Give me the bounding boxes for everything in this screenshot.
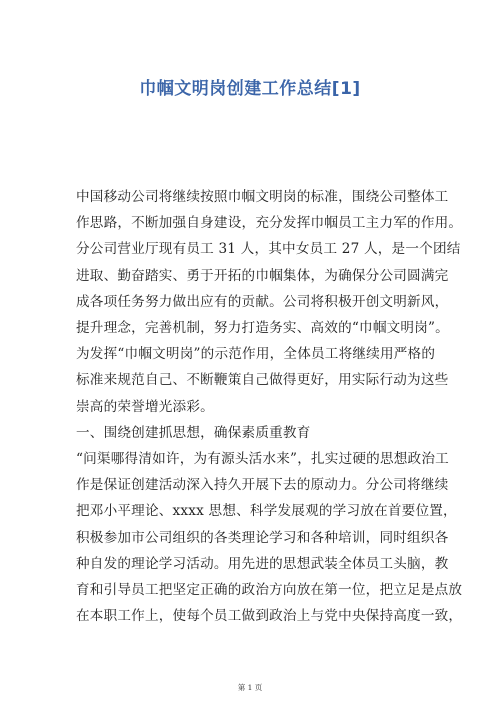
body-line: 标准来规范自己、不断鞭策自己做得更好，用实际行动为这些 <box>76 372 449 389</box>
document-title: 巾帼文明岗创建工作总结[1] <box>139 79 361 99</box>
body-line: 崇高的荣誉增光添彩。 <box>76 398 214 415</box>
body-line: 种自发的理论学习活动。用先进的思想武装全体员工头脑，教 <box>76 555 449 572</box>
body-line: 提升理念，完善机制，努力打造务实、高效的“巾帼文明岗”。 <box>76 320 449 337</box>
document-body <box>76 184 463 629</box>
page-number: 第 1 页 <box>237 683 263 692</box>
body-line: 进取、勤奋踏实、勇于开拓的巾帼集体，为确保分公司圆满完 <box>76 267 449 284</box>
body-line: 作思路，不断加强自身建设，充分发挥巾帼员工主力军的作用。 <box>76 215 463 232</box>
body-line: 把邓小平理论、xxxx 思想、科学发展观的学习放在首要位置， <box>76 503 457 520</box>
body-line: 作是保证创建活动深入持久开展下去的原动力。分公司将继续 <box>76 477 449 494</box>
section-heading: 一、围绕创建抓思想，确保素质重教育 <box>76 424 311 441</box>
body-line: 成各项任务努力做出应有的贡献。公司将积极开创文明新风， <box>76 293 449 310</box>
body-line: 中国移动公司将继续按照巾帼文明岗的标准，围绕公司整体工 <box>76 189 449 205</box>
body-line: 为发挥“巾帼文明岗”的示范作用，全体员工将继续用严格的 <box>76 346 436 363</box>
body-line: “问渠哪得清如许，为有源头活水来”，扎实过硬的思想政治工 <box>76 451 449 468</box>
body-line: 分公司营业厅现有员工 31 人，其中女员工 27 人，是一个团结 <box>76 241 461 258</box>
body-line: 积极参加市公司组织的各类理论学习和各种培训，同时组织各 <box>76 529 449 546</box>
body-line: 在本职工作上，使每个员工做到政治上与党中央保持高度一致， <box>76 608 463 625</box>
body-line: 育和引导员工把坚定正确的政治方向放在第一位，把立足是点放 <box>76 582 463 599</box>
